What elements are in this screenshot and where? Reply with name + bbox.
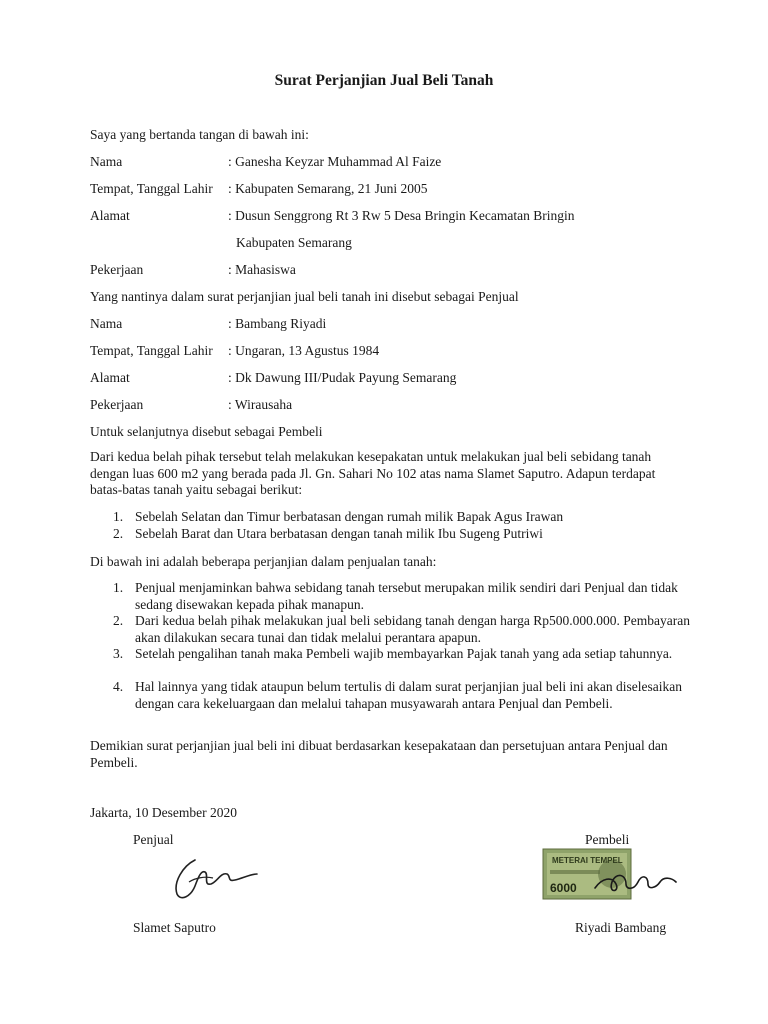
list-text: Setelah pengalihan tanah maka Pembeli wajib membayarkan Pajak tanah yang ada setiap tahunnya. [135, 646, 673, 661]
buyer-signature [590, 860, 685, 900]
buyer-birth-label: Tempat, Tanggal Lahir [90, 343, 213, 358]
seller-job-label: Pekerjaan [90, 262, 144, 277]
seller-note: Yang nantinya dalam surat perjanjian jual beli tanah ini disebut sebagai Penjual [90, 289, 519, 304]
buyer-job-value: : Wirausaha [228, 397, 293, 412]
list-number: 3. [113, 646, 124, 661]
buyer-role-label: Pembeli [585, 832, 630, 847]
buyer-name-label: Nama [90, 316, 123, 331]
agreement-paragraph: Dari kedua belah pihak tersebut telah melakukan kesepakatan untuk melakukan jual beli sebidang tanah dengan luas 600 m2 yang berada pada Jl. Gn. Sahari No 102 atas nama Slamet Saputro. Adapun terdapat batas-batas tanah yaitu sebagai berikut: [90, 449, 656, 497]
list-text: Penjual menjaminkan bahwa sebidang tanah tersebut merupakan milik sendiri dari Penjual dan tidak sedang disewakan kepada pihak manapun. [135, 580, 678, 612]
seller-birth-label: Tempat, Tanggal Lahir [90, 181, 213, 196]
seller-birth-value: : Kabupaten Semarang, 21 Juni 2005 [228, 181, 428, 196]
terms-intro: Di bawah ini adalah beberapa perjanjian dalam penjualan tanah: [90, 554, 437, 569]
list-text: Sebelah Barat dan Utara berbatasan dengan tanah milik Ibu Sugeng Putriwi [135, 526, 543, 541]
list-number: 4. [113, 679, 124, 694]
document-title: Surat Perjanjian Jual Beli Tanah [274, 72, 494, 89]
buyer-name-signature: Riyadi Bambang [575, 920, 667, 935]
buyer-address-label: Alamat [90, 370, 130, 385]
seller-role-label: Penjual [133, 832, 174, 847]
seller-name-signature: Slamet Saputro [133, 920, 216, 935]
seller-name-value: : Ganesha Keyzar Muhammad Al Faize [228, 154, 442, 169]
list-text: Dari kedua belah pihak melakukan jual beli sebidang tanah dengan harga Rp500.000.000. Pembayaran akan dilakukan secara tunai dan tidak melalui perantara apapun. [135, 613, 690, 645]
list-number: 2. [113, 526, 124, 541]
seller-address-value-1: : Dusun Senggrong Rt 3 Rw 5 Desa Bringin Kecamatan Bringin [228, 208, 575, 223]
closing-paragraph: Demikian surat perjanjian jual beli ini dibuat berdasarkan kesepakataan dan persetujuan antara Penjual dan Pembeli. [90, 738, 668, 770]
list-number: 2. [113, 613, 124, 628]
seller-address-label: Alamat [90, 208, 130, 223]
list-number: 1. [113, 509, 124, 524]
list-text: Hal lainnya yang tidak ataupun belum tertulis di dalam surat perjanjian jual beli ini akan diselesaikan dengan cara kekeluargaan dan melalui tahapan musyawarah antara Penjual dan Pembeli. [135, 679, 682, 711]
seller-signature [165, 852, 265, 907]
stamp-label: METERAI TEMPEL [552, 856, 623, 865]
buyer-birth-value: : Ungaran, 13 Agustus 1984 [228, 343, 380, 358]
seller-job-value: : Mahasiswa [228, 262, 296, 277]
place-date: Jakarta, 10 Desember 2020 [90, 805, 237, 820]
intro-text: Saya yang bertanda tangan di bawah ini: [90, 127, 309, 142]
buyer-name-value: : Bambang Riyadi [228, 316, 327, 331]
list-text: Sebelah Selatan dan Timur berbatasan dengan rumah milik Bapak Agus Irawan [135, 509, 564, 524]
buyer-note: Untuk selanjutnya disebut sebagai Pembeli [90, 424, 323, 439]
buyer-job-label: Pekerjaan [90, 397, 144, 412]
stamp-value: 6000 [550, 881, 577, 895]
seller-address-value-2: Kabupaten Semarang [236, 235, 352, 250]
list-number: 1. [113, 580, 124, 595]
buyer-address-value: : Dk Dawung III/Pudak Payung Semarang [228, 370, 457, 385]
seller-name-label: Nama [90, 154, 123, 169]
